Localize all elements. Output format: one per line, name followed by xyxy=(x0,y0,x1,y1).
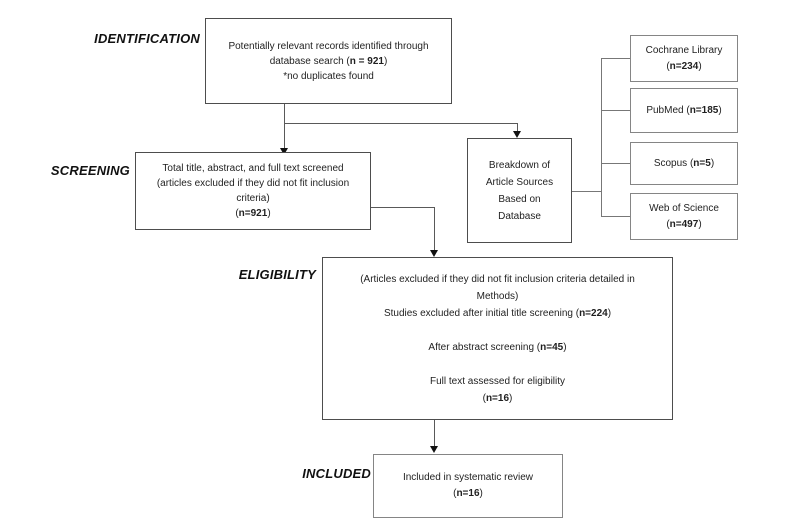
box-text-line xyxy=(631,103,737,119)
text-segment: ) xyxy=(383,55,388,67)
box-text-line xyxy=(323,339,672,356)
count-value: n=224 xyxy=(579,307,608,319)
connector-stub-web-of-science xyxy=(601,216,630,217)
box-text-line xyxy=(206,69,451,84)
box-text-line xyxy=(374,486,562,502)
text-segment: Article Sources xyxy=(485,176,554,188)
box-text-line xyxy=(631,156,737,172)
box-text-line xyxy=(468,157,571,174)
box-text-line xyxy=(323,356,672,373)
box-text-line xyxy=(631,43,737,59)
box-source-breakdown xyxy=(467,138,572,243)
connector-database-spine xyxy=(601,58,602,217)
count-value: n=16 xyxy=(456,488,480,499)
box-text-line xyxy=(323,271,672,288)
text-segment: (articles excluded if they did not fit inclusion xyxy=(156,178,350,189)
box-text-line xyxy=(323,288,672,305)
text-segment: Potentially relevant records identified through xyxy=(228,40,429,52)
box-scopus xyxy=(630,142,738,185)
box-web-of-science xyxy=(630,193,738,240)
box-text-line xyxy=(136,161,370,176)
box-text-line xyxy=(631,217,737,233)
count-value: n=497 xyxy=(669,218,699,230)
box-text-line xyxy=(206,39,451,54)
text-segment: Methods) xyxy=(476,290,519,302)
text-segment: *no duplicates found xyxy=(283,70,374,82)
text-segment: Studies excluded after initial title screening ( xyxy=(383,307,580,319)
box-text-line xyxy=(631,201,737,217)
text-segment: PubMed ( xyxy=(646,104,690,116)
text-segment: Based on xyxy=(498,193,541,205)
connector-identification-branch-horizontal xyxy=(284,123,517,124)
text-segment: ) xyxy=(607,307,612,319)
text-segment: ) xyxy=(718,104,722,116)
box-text-line xyxy=(374,470,562,486)
text-segment: ) xyxy=(509,392,513,404)
arrowhead-into-included xyxy=(430,446,438,453)
text-segment: Included in systematic review xyxy=(402,472,534,483)
box-text-line xyxy=(468,208,571,225)
text-segment: Database xyxy=(498,210,541,222)
text-segment: Breakdown of xyxy=(488,159,551,171)
text-segment: ( xyxy=(235,208,239,219)
text-segment: ( xyxy=(666,60,670,72)
text-segment: Cochrane Library xyxy=(645,44,723,56)
text-segment: ) xyxy=(563,341,567,353)
connector-stub-scopus xyxy=(601,163,630,164)
box-text-line xyxy=(468,174,571,191)
box-text-line xyxy=(136,206,370,221)
box-text-line xyxy=(323,390,672,407)
box-cochrane-library xyxy=(630,35,738,82)
text-segment: ) xyxy=(698,218,702,230)
text-segment: ( xyxy=(666,218,670,230)
arrowhead-into-breakdown xyxy=(513,131,521,138)
count-value: n=921 xyxy=(238,208,268,219)
box-text-line xyxy=(323,305,672,322)
text-segment: Full text assessed for eligibility xyxy=(429,375,566,387)
stage-label-identification: IDENTIFICATION xyxy=(94,31,200,46)
connector-eligibility-to-included-vertical xyxy=(434,420,435,447)
text-segment: Total title, abstract, and full text screened xyxy=(162,163,344,174)
connector-stub-pubmed xyxy=(601,110,630,111)
text-segment: ) xyxy=(479,488,483,499)
stage-label-screening: SCREENING xyxy=(50,163,130,178)
count-value: n=45 xyxy=(540,341,564,353)
text-segment: ) xyxy=(710,157,715,169)
stage-label-included: INCLUDED xyxy=(302,466,371,481)
connector-identification-to-screening-vertical xyxy=(284,104,285,149)
box-text-line xyxy=(136,191,370,206)
text-segment: (Articles excluded if they did not fit inclusion criteria detailed in xyxy=(360,273,635,285)
count-value: n=5 xyxy=(693,157,711,169)
box-records-identified xyxy=(205,18,452,104)
box-eligibility-detail xyxy=(322,257,673,420)
box-text-line xyxy=(631,59,737,75)
connector-breakdown-to-spine xyxy=(572,191,601,192)
stage-label-eligibility: ELIGIBILITY xyxy=(238,267,316,282)
box-screened xyxy=(135,152,371,230)
count-value: n=185 xyxy=(689,104,719,116)
box-text-line xyxy=(323,373,672,390)
text-segment: criteria) xyxy=(236,193,270,204)
count-value: n=16 xyxy=(485,392,510,404)
connector-screening-to-eligibility-horizontal xyxy=(371,207,434,208)
box-text-line xyxy=(468,191,571,208)
count-value: n=234 xyxy=(669,60,699,72)
box-text-line xyxy=(206,54,451,69)
text-segment: ( xyxy=(453,488,457,499)
connector-stub-cochrane xyxy=(601,58,630,59)
box-included-review xyxy=(373,454,563,518)
box-text-line xyxy=(323,322,672,339)
connector-screening-to-eligibility-vertical xyxy=(434,207,435,251)
box-text-line xyxy=(136,176,370,191)
text-segment: ) xyxy=(698,60,702,72)
text-segment: ) xyxy=(267,208,271,219)
text-segment: Web of Science xyxy=(649,202,719,214)
arrowhead-into-eligibility xyxy=(430,250,438,257)
text-segment: Scopus ( xyxy=(653,157,694,169)
text-segment: database search ( xyxy=(269,55,350,67)
text-segment: After abstract screening ( xyxy=(428,341,541,353)
count-value: n = 921 xyxy=(349,55,384,67)
text-segment: ( xyxy=(482,392,486,404)
box-pubmed xyxy=(630,88,738,133)
